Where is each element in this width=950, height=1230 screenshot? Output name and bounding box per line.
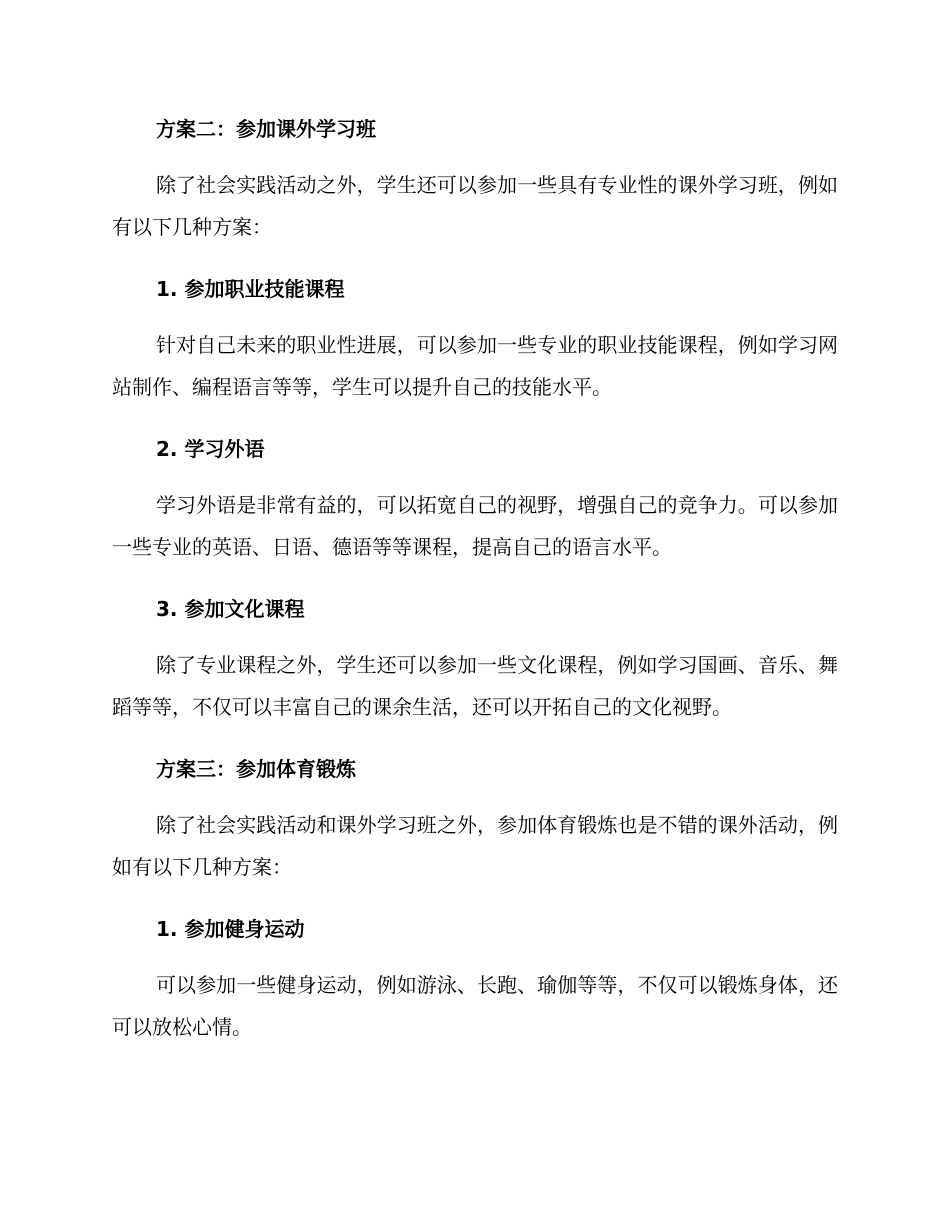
paragraph-foreign-language: 学习外语是非常有益的，可以拓宽自己的视野，增强自己的竞争力。可以参加一些专业的英语、日语、德语等等课程，提高自己的语言水平。 (112, 493, 838, 559)
subheading-culture-courses: 3. 参加文化课程 (156, 597, 305, 621)
paragraph-plan-two-intro: 除了社会实践活动之外，学生还可以参加一些具有专业性的课外学习班，例如有以下几种方案： (112, 173, 838, 239)
paragraph-fitness: 可以参加一些健身运动，例如游泳、长跑、瑜伽等等，不仅可以锻炼身体，还可以放松心情。 (112, 973, 838, 1039)
paragraph-plan-three-intro: 除了社会实践活动和课外学习班之外，参加体育锻炼也是不错的课外活动，例如有以下几种方案： (112, 813, 838, 879)
subheading-vocational-skills: 1. 参加职业技能课程 (156, 277, 345, 301)
paragraph-vocational-skills: 针对自己未来的职业性进展，可以参加一些专业的职业技能课程，例如学习网站制作、编程语言等等，学生可以提升自己的技能水平。 (112, 333, 838, 399)
section-heading-plan-three: 方案三：参加体育锻炼 (156, 757, 356, 781)
paragraph-culture-courses: 除了专业课程之外，学生还可以参加一些文化课程，例如学习国画、音乐、舞蹈等等，不仅可以丰富自己的课余生活，还可以开拓自己的文化视野。 (112, 653, 838, 719)
subheading-foreign-language: 2. 学习外语 (156, 437, 265, 461)
section-heading-plan-two: 方案二：参加课外学习班 (156, 117, 376, 141)
subheading-fitness: 1. 参加健身运动 (156, 917, 305, 941)
